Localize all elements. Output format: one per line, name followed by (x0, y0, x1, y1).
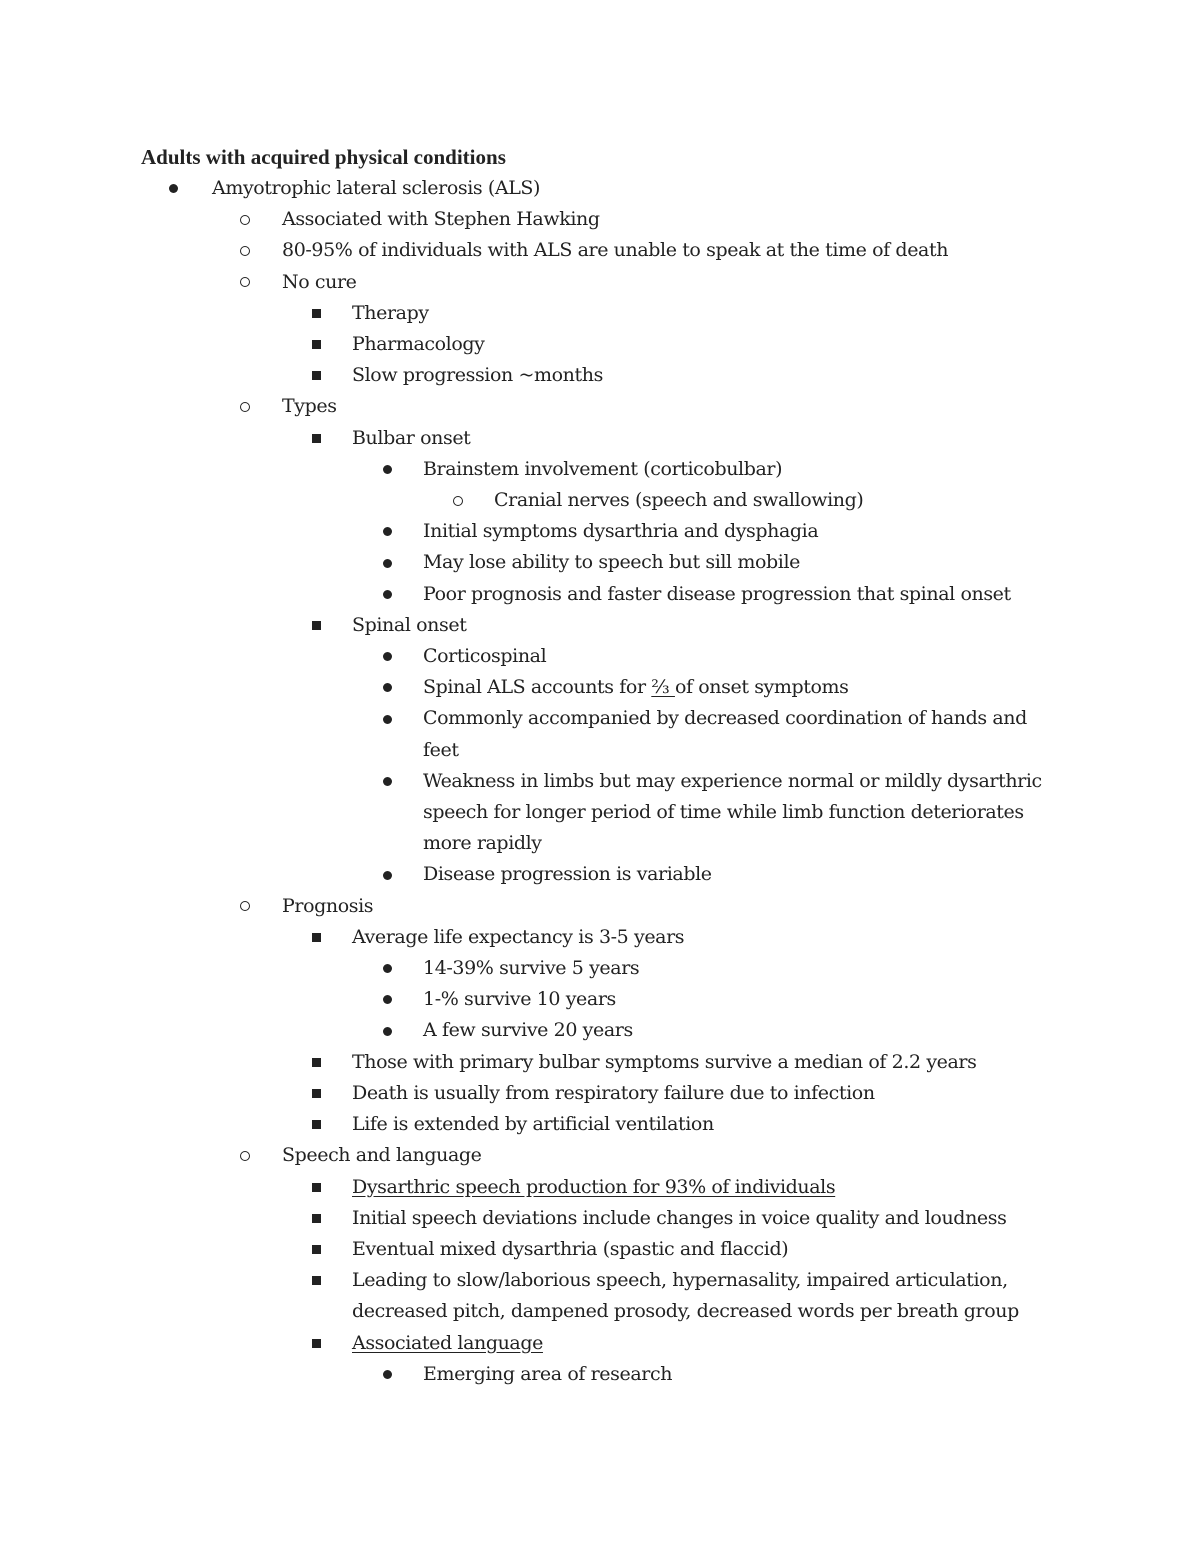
disc-bullet-icon (377, 641, 397, 672)
disc-bullet-icon (377, 547, 397, 578)
list-item (0, 329, 1062, 360)
list-item (0, 1047, 1062, 1078)
list-item-text: Therapy (352, 301, 429, 324)
list-item-text: Average life expectancy is 3-5 years (352, 925, 685, 948)
disc-bullet-icon (377, 672, 397, 703)
list-item-text: Cranial nerves (speech and swallowing) (494, 489, 864, 512)
square-bullet-icon (306, 1203, 326, 1234)
list-item-text: A few survive 20 years (423, 1019, 633, 1042)
list-item (0, 454, 1062, 485)
list-item (0, 1015, 1062, 1046)
list-item (0, 1265, 1062, 1327)
disc-bullet-icon (377, 859, 397, 890)
list-item (0, 953, 1062, 984)
square-bullet-icon (306, 1047, 326, 1078)
list-item (0, 891, 1062, 922)
list-item-text: Death is usually from respiratory failure due to infection (352, 1081, 875, 1104)
list-item (0, 1109, 1062, 1140)
list-item-text: May lose ability to speech but sill mobile (423, 551, 800, 574)
list-item (0, 173, 1062, 204)
square-bullet-icon (306, 360, 326, 391)
list-item (0, 1172, 1062, 1203)
square-bullet-icon (306, 329, 326, 360)
list-item (0, 922, 1062, 953)
list-item-text: Spinal onset (352, 613, 467, 636)
list-item (0, 1078, 1062, 1109)
list-item (0, 672, 1062, 703)
square-bullet-icon (306, 1234, 326, 1265)
list-item-text: Speech and language (282, 1144, 482, 1167)
disc-bullet-icon (377, 703, 397, 734)
circle-bullet-icon (235, 204, 255, 235)
list-item-text: Commonly accompanied by decreased coordination of hands and feet (423, 707, 1027, 761)
list-item (0, 984, 1062, 1015)
list-item-text: Poor prognosis and faster disease progression that spinal onset (423, 582, 1011, 605)
list-item-text: Associated language (352, 1331, 543, 1354)
square-bullet-icon (306, 1078, 326, 1109)
list-item-text: Amyotrophic lateral sclerosis (ALS) (212, 177, 541, 199)
square-bullet-icon (306, 922, 326, 953)
list-item-text: Dysarthric speech production for 93% of individuals (352, 1175, 836, 1198)
list-item (0, 204, 1062, 235)
square-bullet-icon (306, 1328, 326, 1359)
list-item-text: Corticospinal (423, 645, 547, 668)
square-bullet-icon (306, 610, 326, 641)
circle-bullet-icon (235, 1140, 255, 1171)
list-item-text: Leading to slow/laborious speech, hypernasality, impaired articulation, decreased pitch, dampened prosody, decreased words per breath group (352, 1269, 1019, 1323)
square-bullet-icon (306, 1265, 326, 1296)
outline-list (0, 173, 1200, 1390)
list-item (0, 703, 1062, 765)
list-item (0, 235, 1062, 266)
list-item-text: 14-39% survive 5 years (423, 957, 640, 980)
list-item-text: Initial symptoms dysarthria and dysphagia (423, 520, 819, 543)
list-item (0, 766, 1062, 860)
list-item (0, 1140, 1062, 1171)
list-item-text: 80-95% of individuals with ALS are unable to speak at the time of death (282, 239, 949, 262)
list-item-text: 1-% survive 10 years (423, 988, 616, 1011)
list-item (0, 547, 1062, 578)
list-item-text: Life is extended by artificial ventilation (352, 1113, 714, 1136)
disc-bullet-icon (377, 579, 397, 610)
list-item (0, 391, 1062, 422)
underlined-text: ⅔ (651, 676, 675, 699)
list-item (0, 516, 1062, 547)
list-item (0, 298, 1062, 329)
list-item-text: Weakness in limbs but may experience normal or mildly dysarthric speech for longer period of time while limb function deteriorates more rapidly (423, 769, 1042, 855)
disc-bullet-icon (377, 1015, 397, 1046)
circle-bullet-icon (235, 267, 255, 298)
list-item-text: Emerging area of research (423, 1362, 673, 1385)
list-item (0, 423, 1062, 454)
list-item-text: Slow progression ~months (352, 364, 603, 387)
disc-bullet-icon (377, 766, 397, 797)
square-bullet-icon (306, 1172, 326, 1203)
list-item (0, 360, 1062, 391)
list-item-text (423, 672, 1062, 703)
list-item-text: Prognosis (282, 894, 374, 917)
list-item-text: Disease progression is variable (423, 863, 712, 886)
disc-bullet-icon (377, 454, 397, 485)
disc-bullet-icon (377, 984, 397, 1015)
text-segment: of onset symptoms (674, 676, 849, 699)
list-item-text: Eventual mixed dysarthria (spastic and flaccid) (352, 1237, 789, 1260)
circle-bullet-icon (448, 485, 468, 516)
list-item (0, 1203, 1062, 1234)
list-item-text: No cure (282, 270, 357, 293)
text-segment: Spinal ALS accounts for (423, 676, 652, 699)
list-item-text: Associated with Stephen Hawking (282, 208, 600, 231)
circle-bullet-icon (235, 891, 255, 922)
list-item-text: Initial speech deviations include changes in voice quality and loudness (352, 1206, 1007, 1229)
circle-bullet-icon (235, 391, 255, 422)
list-item-text: Pharmacology (352, 333, 485, 356)
square-bullet-icon (306, 1109, 326, 1140)
square-bullet-icon (306, 298, 326, 329)
list-item (0, 610, 1062, 641)
disc-bullet-icon (163, 173, 183, 204)
list-item (0, 859, 1062, 890)
list-item (0, 1359, 1062, 1390)
square-bullet-icon (306, 423, 326, 454)
disc-bullet-icon (377, 516, 397, 547)
list-item (0, 641, 1062, 672)
list-item (0, 579, 1062, 610)
list-item-text: Those with primary bulbar symptoms survive a median of 2.2 years (352, 1050, 977, 1073)
disc-bullet-icon (377, 1359, 397, 1390)
circle-bullet-icon (235, 235, 255, 266)
list-item-text: Types (282, 395, 337, 418)
list-item (0, 267, 1062, 298)
list-item-text: Bulbar onset (352, 426, 471, 449)
list-item (0, 485, 1062, 516)
disc-bullet-icon (377, 953, 397, 984)
list-item-text: Brainstem involvement (corticobulbar) (423, 457, 783, 480)
list-item (0, 1328, 1062, 1359)
section-heading: Adults with acquired physical conditions (141, 145, 506, 169)
list-item (0, 1234, 1062, 1265)
